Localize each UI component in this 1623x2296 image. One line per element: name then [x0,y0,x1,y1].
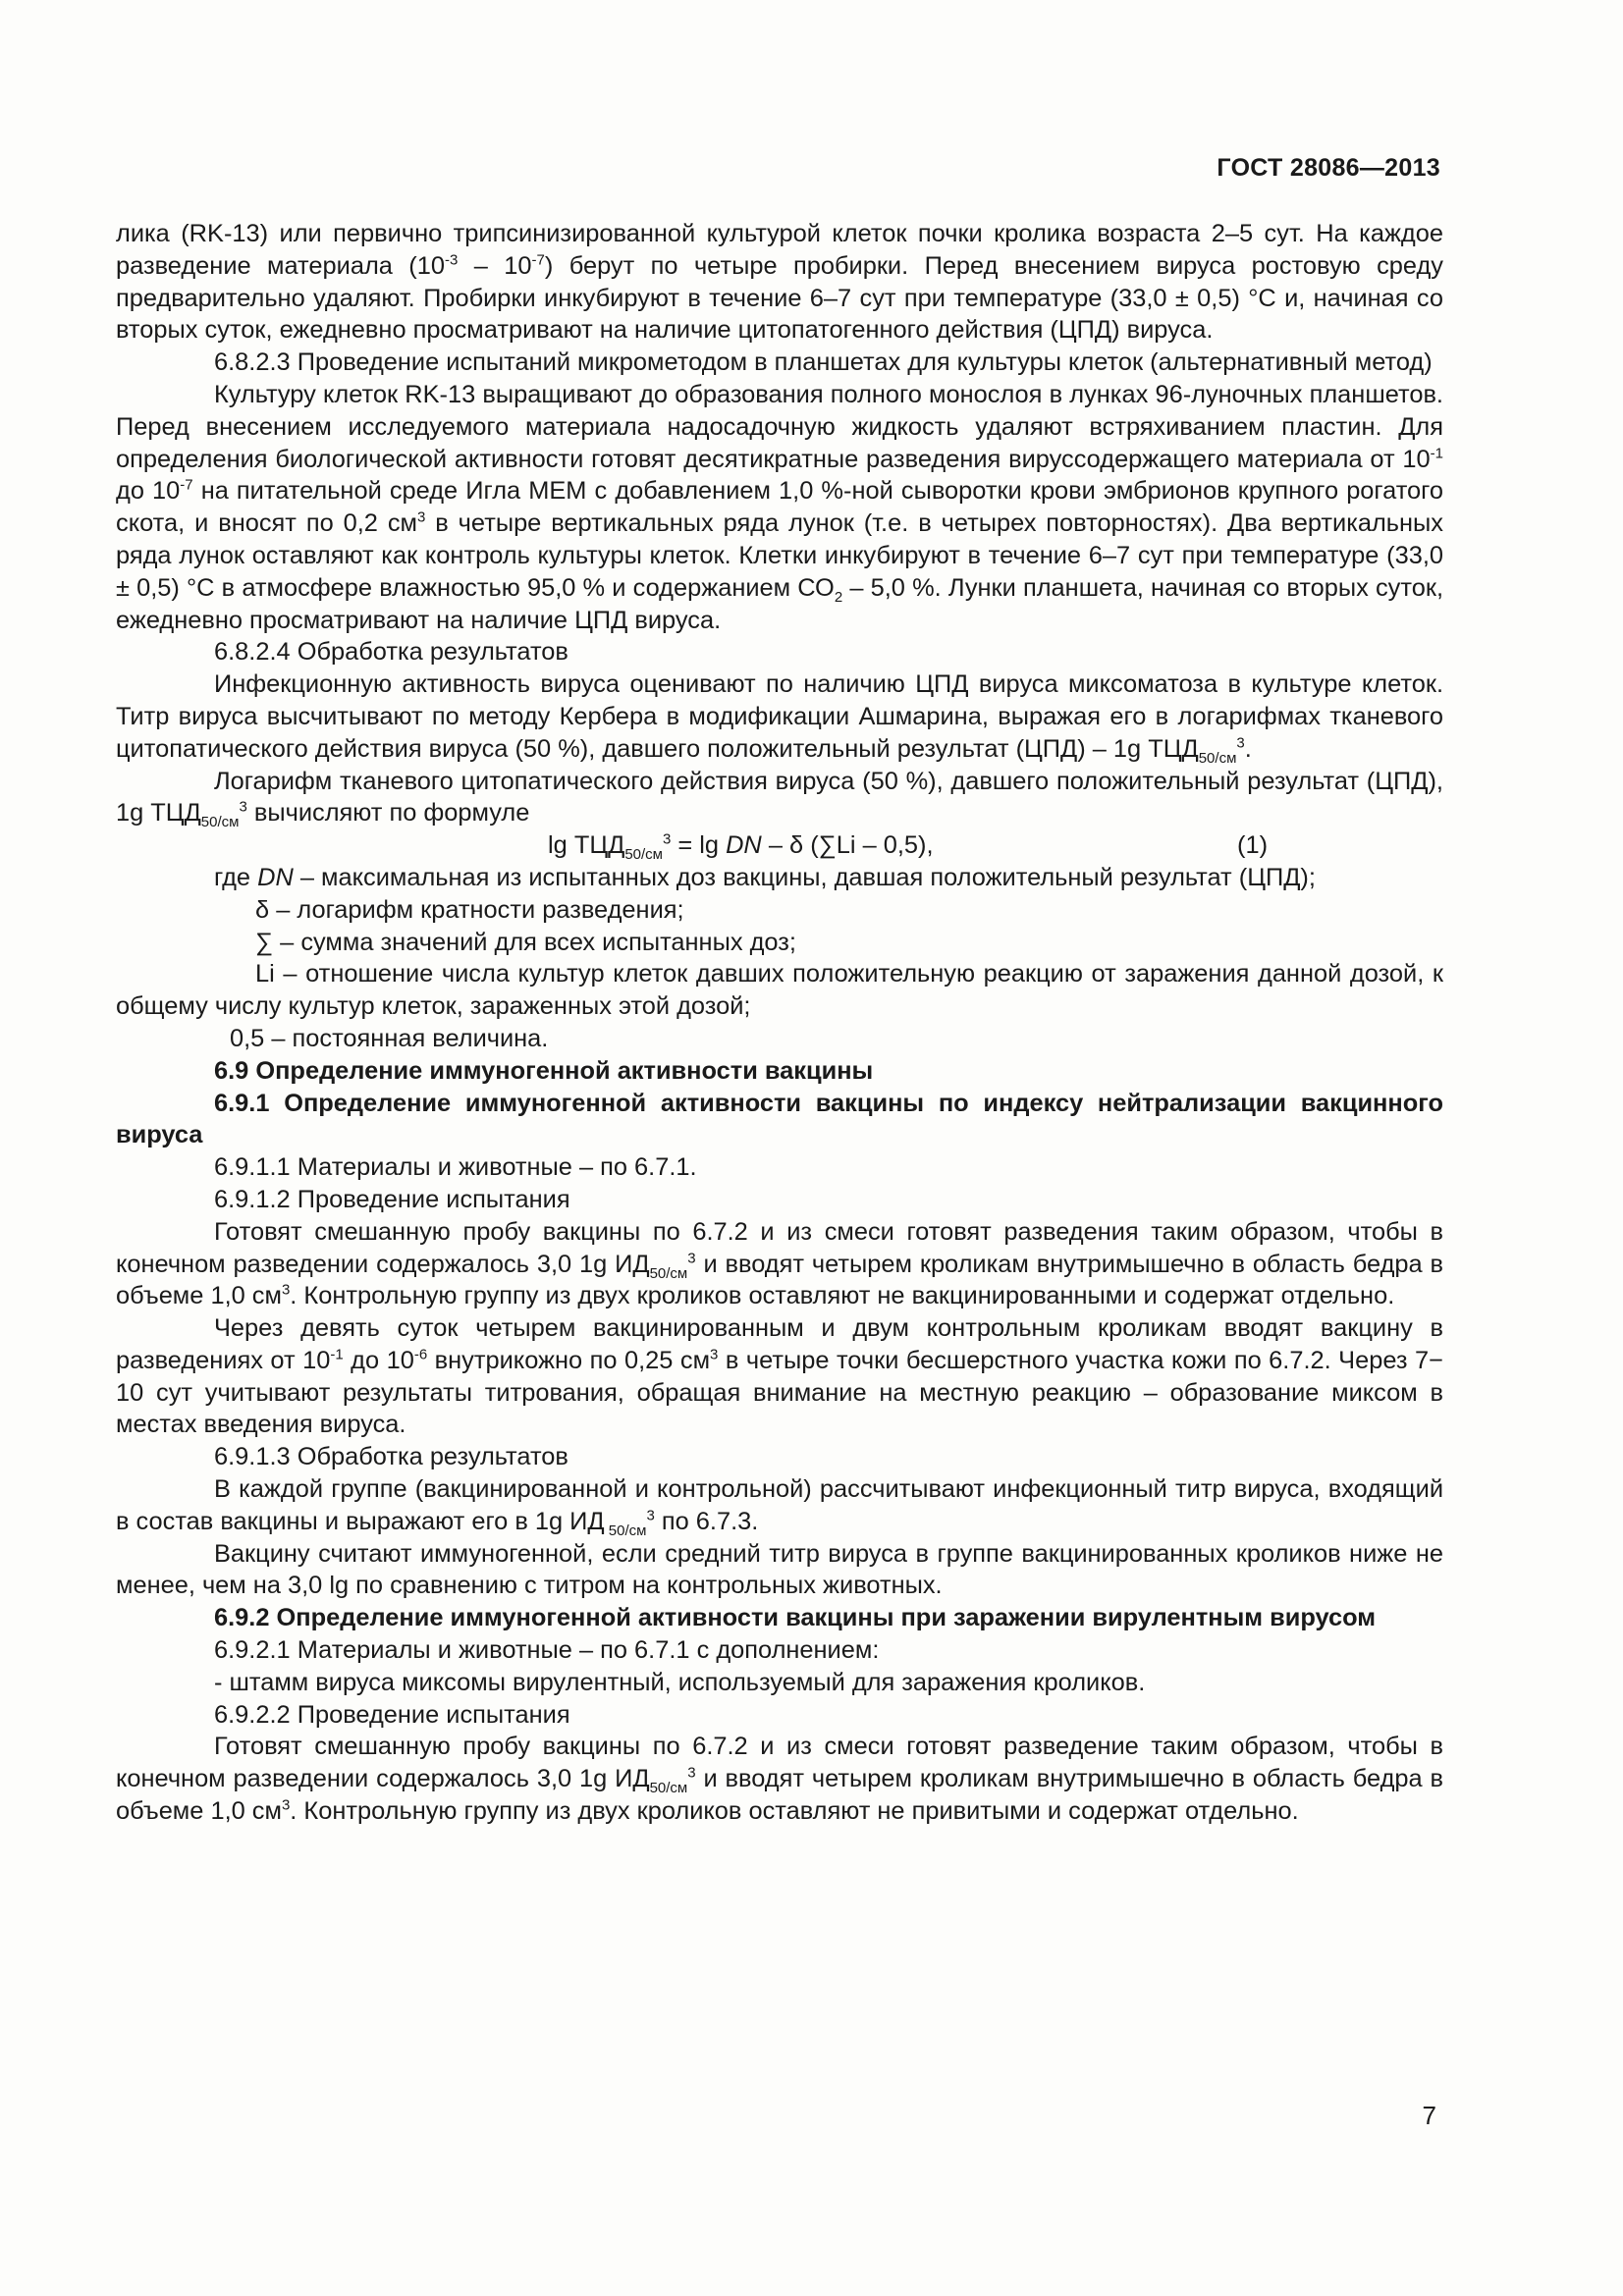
formula-expression: $\lg ТЦД_{50/см}^3 = \lg$ DN – δ (∑Li – 0,5), [548,830,934,864]
definition-constant: 0,5 – постоянная величина. [230,1024,549,1052]
paragraph: Готовят смешанную пробу вакцины по 6.7.2 и из смеси готовят разведение таким образом, чтобы в конечном разведении содержалось 3,0 1g $ИД_{50/см}^3$ и вводят четырем кроликам внутримышечно в область бедра в объеме 1,0 $см^3$. Контрольную группу из двух кроликов оставляют не привитыми и содержат отдельно. [116,1733,1443,1826]
section-6-9-1-2: 6.9.1.2 Проведение испытания [214,1185,570,1213]
paragraph: В каждой группе (вакцинированной и контрольной) рассчитывают инфекционный титр вируса, входящий в состав вакцины и выражают его в 1g ИД $_{50/см}^3$ по 6.7.3. [116,1475,1443,1539]
section-6-8-2-3: 6.8.2.3 Проведение испытаний микрометодом в планшетах для культуры клеток (альтернативный метод) [214,348,1433,377]
paragraph: Культуру клеток RK-13 выращивают до образования полного монослоя в лунках 96-луночных планшетов. Перед внесением исследуемого материала надосадочную жидкость удаляют встряхиванием пластин. Для определения биологической активности готовят десятикратные разведения вируссодержащего материала от $10^{-1}$ до $10^{-7}$ на питательной среде Игла МЕМ с добавлением 1,0 %-ной сыворотки крови эмбрионов крупного рогатого скота, и вносят по 0,2 $см^3$ в четыре вертикальных ряда лунок (т.е. в четырех повторностях). Два вертикальных ряда лунок оставляют как контроль культуры клеток. Клетки инкубируют в течение 6–7 сут при температуре (33,0 ± 0,5) °С в атмосфере влажностью 95,0 % и содержанием $СО_2 - 5,0$ %. Лунки планшета, начиная со вторых суток, ежедневно просматривают на наличие ЦПД вируса. [116,380,1444,634]
document-body [116,218,1443,1828]
paragraph: Инфекционную активность вируса оценивают по наличию ЦПД вируса миксоматоза в культуре клеток. Титр вируса высчитывают по методу Кербера в модификации Ашмарина, выражая его в логарифмах тканевого цитопатического действия вируса (50 %), давшего положительный результат (ЦПД) – 1g $ТЦД_{50/см}^3$. [116,670,1443,767]
section-6-9-1-3: 6.9.1.3 Обработка результатов [214,1443,568,1471]
paragraph: лика (RK-13) или первично трипсинизированной культурой клеток почки кролика возраста 2–5 сут. На каждое разведение материала $(10^{-3} - 10^{-7})$ берут по четыре пробирки. Перед внесением вируса ростовую среду предварительно удаляют. Пробирки инкубируют в течение 6–7 сут при температуре (33,0 ± 0,5) °С и, начиная со вторых суток, ежедневно просматривают на наличие цитопатогенного действия (ЦПД) вируса. [116,220,1443,345]
paragraph: Логарифм тканевого цитопатического действия вируса (50 %), давшего положительный результат (ЦПД), 1g $ТЦД_{50/см}^3$ вычисляют по формуле [116,767,1443,831]
heading-6-9-2: 6.9.2 Определение иммуногенной активности вакцины при заражении вирулентным вирусом [214,1604,1377,1632]
list-item: - штамм вируса миксомы вирулентный, используемый для заражения кроликов. [214,1668,1146,1696]
section-6-9-2-1: 6.9.2.1 Материалы и животные – по 6.7.1 с дополнением: [214,1636,880,1665]
paragraph: Через девять суток четырем вакцинированным и двум контрольным кроликам вводят вакцину в разведениях от $10^{-1}$ до $10^{-6}$ внутрикожно по 0,25 $см^3$ в четыре точки бесшерстного участка кожи по 6.7.2. Через 7− 10 сут учитывают результаты титрования, обращая внимание на местную реакцию – образование миксом в местах введения вируса. [116,1314,1443,1439]
page-number: 7 [1422,2101,1436,2130]
formula-number: (1) [1237,831,1269,860]
paragraph: Готовят смешанную пробу вакцины по 6.7.2 и из смеси готовят разведения таким образом, чтобы в конечном разведении содержалось 3,0 1g $ИД_{50/см}^3$ и вводят четырем кроликам внутримышечно в область бедра в объеме 1,0 $см^3$. Контрольную группу из двух кроликов оставляют не вакцинированными и содержат отдельно. [116,1217,1443,1310]
heading-6-9-1: 6.9.1 Определение иммуногенной активности вакцины по индексу нейтрализации вакцинного вируса [116,1089,1443,1149]
definition-delta: δ – логарифм кратности разведения; [255,895,684,924]
formula-1 [116,829,1443,862]
section-6-9-1-1: 6.9.1.1 Материалы и животные – по 6.7.1. [214,1153,697,1182]
section-6-8-2-4: 6.8.2.4 Обработка результатов [214,638,568,667]
definition-li: Li – отношение числа культур клеток давших положительную реакцию от заражения данной дозой, к общему числу культур клеток, зараженных этой дозой; [116,960,1443,1021]
page-header: ГОСТ 28086—2013 [1217,154,1440,182]
paragraph: Вакцину считают иммуногенной, если средний титр вируса в группе вакцинированных кроликов ниже не менее, чем на 3,0 lg по сравнению с титром на контрольных животных. [116,1539,1443,1600]
definition-dn: где DN – максимальная из испытанных доз вакцины, давшая положительный результат (ЦПД); [214,863,1316,891]
section-6-9-2-2: 6.9.2.2 Проведение испытания [214,1700,570,1729]
heading-6-9: 6.9 Определение иммуногенной активности вакцины [214,1056,874,1085]
definition-sum: ∑ – сумма значений для всех испытанных доз; [255,928,796,956]
